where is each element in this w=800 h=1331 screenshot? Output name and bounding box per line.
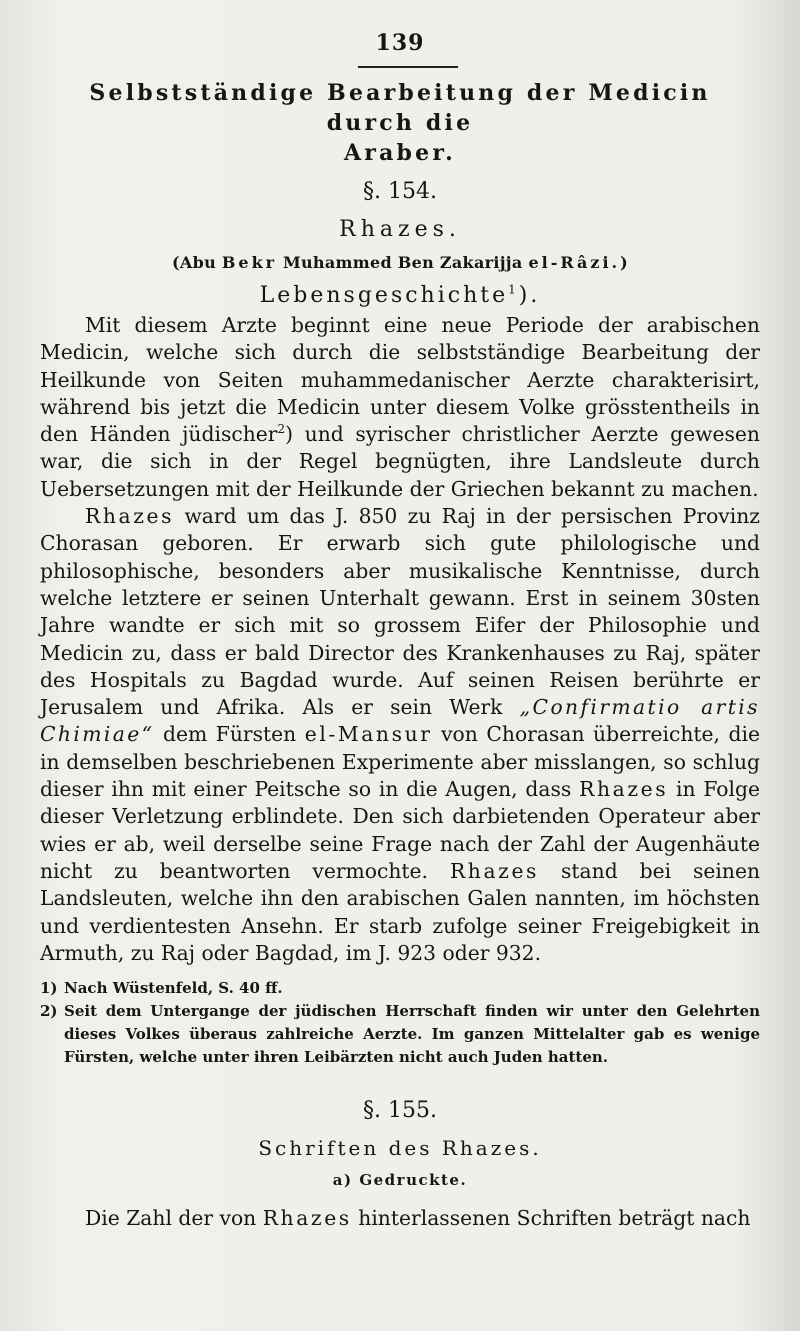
footnote-ref-1: 1 [508, 282, 519, 297]
work-title: „Confirmatio artis Chimiae“ [40, 695, 760, 747]
footnote-2: 2) Seit dem Untergange der jüdischen Herrschaft finden wir unter den Gelehrten dieses Volkes überaus zahlreiche Aerzte. Im ganzen Mittelalter gab es wenige Fürsten, welche unter ihren Leibärzten nicht auch Juden hatten. [40, 1002, 760, 1067]
paragraph-3: Die Zahl der von Rhazes hinterlassenen Schriften beträgt nach [85, 1206, 751, 1231]
page-number: 139 [375, 30, 425, 56]
footnote-1: 1) Nach Wüstenfeld, S. 40 ff. [40, 979, 283, 998]
main-text [40, 312, 760, 967]
rhazes-heading: Rhazes. [339, 217, 461, 242]
chapter-title-line-1: Selbstständige Bearbeitung der Medicin durch die [89, 80, 711, 136]
schriften-heading: Schriften des Rhazes. [258, 1136, 542, 1161]
paragraph-1: Mit diesem Arzte beginnt eine neue Periode der arabischen Medicin, welche sich durch die selbstständige Bearbeitung der Heilkunde von Seiten muhammedanischer Aerzte charakterisirt, während bis jetzt die Medicin unter diesem Volke grösstentheils in den Händen jüdischer$^2$) und syrischer christlicher Aerzte gewesen war, die sich in der Regel begnügten, ihre Landsleute durch Uebersetzungen mit der Heilkunde der Griechen bekannt zu machen. [40, 313, 760, 501]
lebensgeschichte-heading: Lebensgeschichte$^1$). [259, 282, 541, 308]
full-name-line: (Abu Bekr Muhammed Ben Zakarijja el-Râzi.) [172, 253, 628, 272]
subsection-heading: a) Gedruckte. [332, 1171, 468, 1190]
footnote-ref-2: 2 [277, 422, 286, 437]
chapter-title-line-2: Araber. [344, 140, 456, 166]
page-number-rule [358, 66, 458, 68]
section-155-heading: §. 155. [363, 1098, 437, 1124]
paragraph-2: Rhazes ward um das J. 850 zu Raj in der persischen Provinz Chorasan geboren. Er erwarb sich gute philologische und philosophische, besonders aber musikalische Kenntnisse, durch welche letztere er seinen Unterhalt gewann. Erst in seinem 30sten Jahre wandte er sich mit so grossem Eifer der Philosophie und Medicin zu, dass er bald Director des Krankenhauses zu Raj, später des Hospitals zu Bagdad wurde. Auf seinen Reisen berührte er Jerusalem und Afrika. Als er sein Werk „Confirmatio artis Chimiae“ dem Fürsten el-Mansur von Chorasan überreichte, die in demselben beschriebenen Experimente aber misslangen, so schlug dieser ihn mit einer Peitsche so in die Augen, dass Rhazes in Folge dieser Verletzung erblindete. Den sich darbietenden Operateur aber wies er ab, weil derselbe seine Frage nach der Zahl der Augenhäute nicht zu beantworten vermochte. Rhazes stand bei seinen Landsleuten, welche ihn den arabischen Galen nannten, im höchsten und verdientesten Ansehn. Er starb zufolge seiner Freigebigkeit in Armuth, zu Raj oder Bagdad, im J. 923 oder 932. [40, 504, 761, 965]
footnotes [40, 977, 760, 1069]
section-154-heading: §. 154. [363, 179, 437, 204]
